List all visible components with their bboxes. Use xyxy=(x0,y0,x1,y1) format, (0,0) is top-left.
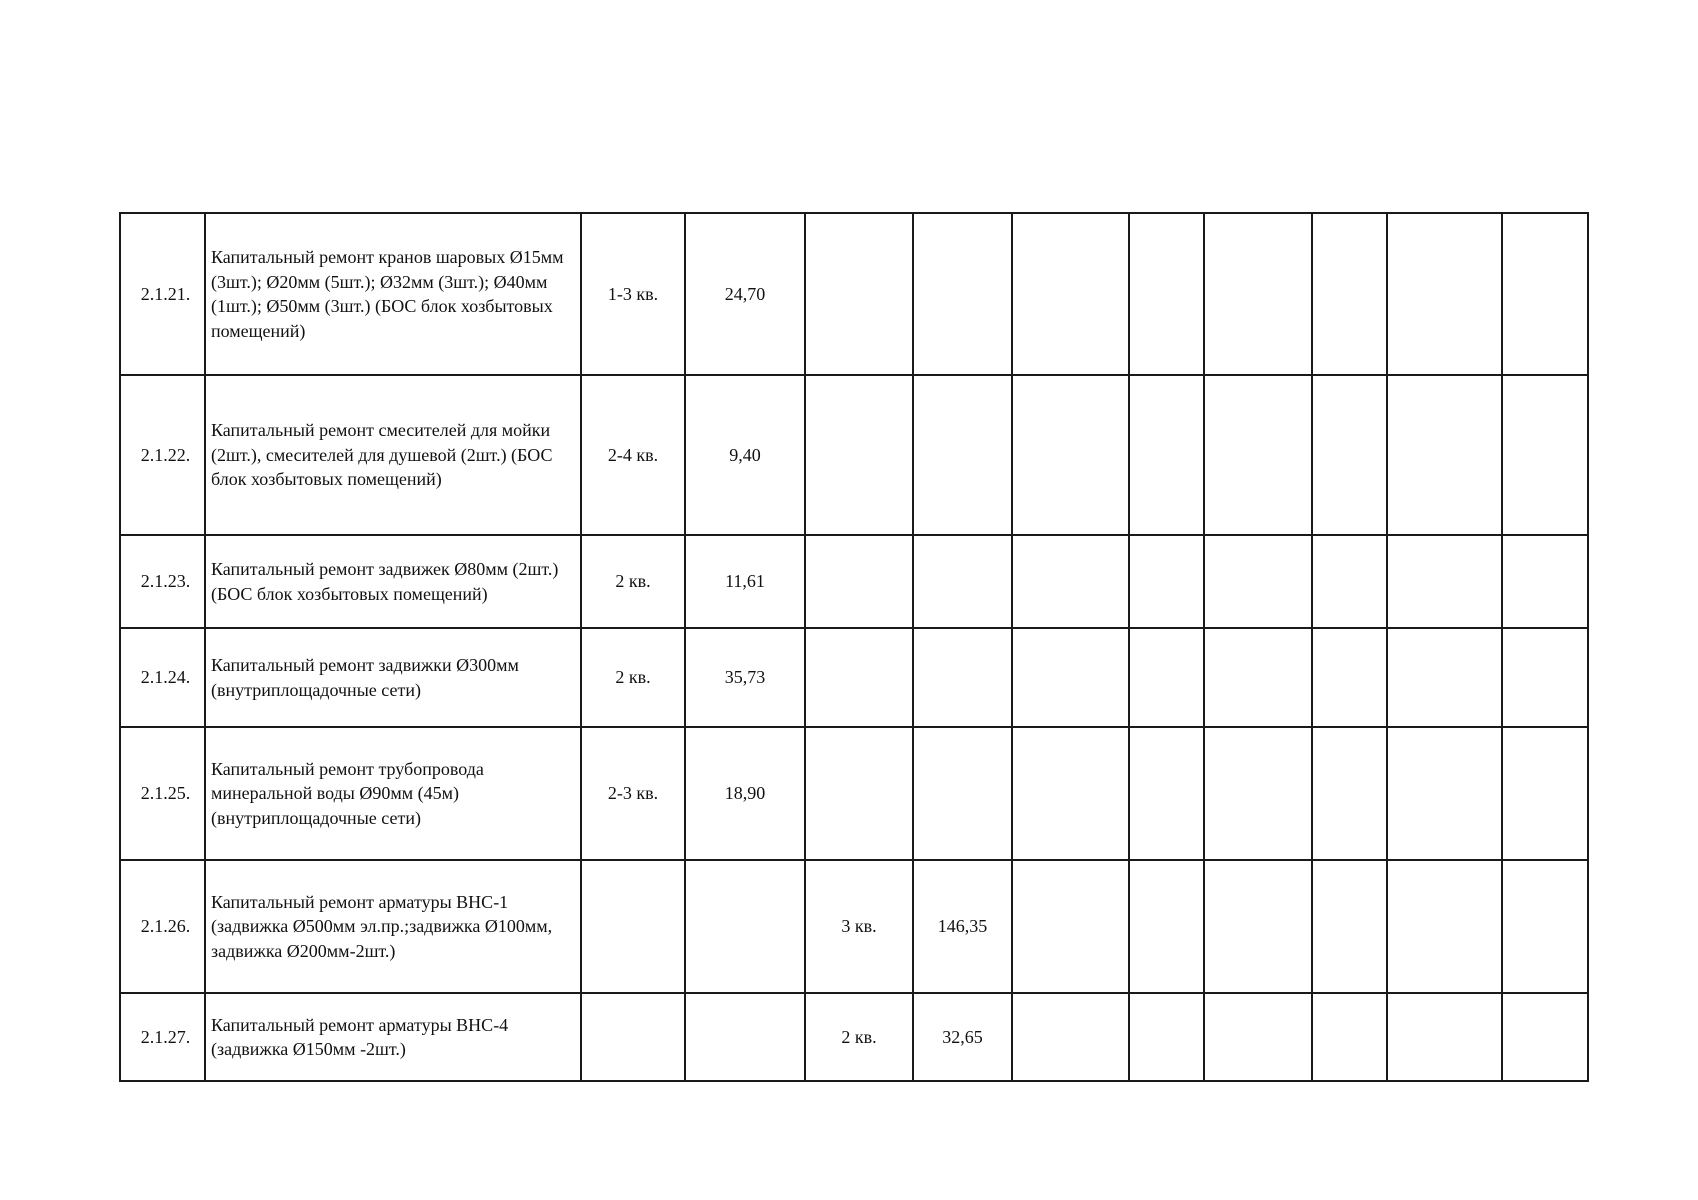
period-cell-2 xyxy=(805,535,913,628)
empty-cell xyxy=(1387,993,1502,1081)
empty-cell xyxy=(1387,535,1502,628)
amount-cell-2 xyxy=(913,628,1012,727)
empty-cell xyxy=(1204,727,1312,860)
empty-cell xyxy=(1312,535,1387,628)
period-cell-2 xyxy=(805,213,913,375)
amount-cell-2 xyxy=(913,375,1012,535)
empty-cell xyxy=(1129,535,1204,628)
period-cell: 2-4 кв. xyxy=(581,375,685,535)
empty-cell xyxy=(1502,628,1588,727)
period-cell: 2 кв. xyxy=(581,535,685,628)
empty-cell xyxy=(1312,213,1387,375)
empty-cell xyxy=(1012,375,1129,535)
period-cell-2 xyxy=(805,628,913,727)
empty-cell xyxy=(1204,213,1312,375)
work-description: Капитальный ремонт задвижки Ø300мм (внутриплощадочные сети) xyxy=(205,628,581,727)
work-description: Капитальный ремонт задвижек Ø80мм (2шт.) (БОС блок хозбытовых помещений) xyxy=(205,535,581,628)
period-cell-2: 3 кв. xyxy=(805,860,913,993)
empty-cell xyxy=(1012,860,1129,993)
row-number: 2.1.22. xyxy=(120,375,205,535)
empty-cell xyxy=(1012,727,1129,860)
empty-cell xyxy=(1012,993,1129,1081)
empty-cell xyxy=(1012,628,1129,727)
empty-cell xyxy=(1204,860,1312,993)
empty-cell xyxy=(1502,993,1588,1081)
empty-cell xyxy=(1312,993,1387,1081)
empty-cell xyxy=(1204,993,1312,1081)
period-cell xyxy=(581,860,685,993)
amount-cell: 11,61 xyxy=(685,535,805,628)
row-number: 2.1.23. xyxy=(120,535,205,628)
work-description: Капитальный ремонт кранов шаровых Ø15мм (3шт.); Ø20мм (5шт.); Ø32мм (3шт.); Ø40мм (1шт.); Ø50мм (3шт.) (БОС блок хозбытовых помещений) xyxy=(205,213,581,375)
empty-cell xyxy=(1312,727,1387,860)
empty-cell xyxy=(1312,628,1387,727)
empty-cell xyxy=(1012,213,1129,375)
empty-cell xyxy=(1502,375,1588,535)
empty-cell xyxy=(1387,727,1502,860)
table-row xyxy=(120,993,1588,1081)
table-row xyxy=(120,213,1588,375)
empty-cell xyxy=(1204,535,1312,628)
amount-cell-2: 146,35 xyxy=(913,860,1012,993)
empty-cell xyxy=(1502,535,1588,628)
empty-cell xyxy=(1129,727,1204,860)
table-row xyxy=(120,375,1588,535)
empty-cell xyxy=(1387,860,1502,993)
row-number: 2.1.21. xyxy=(120,213,205,375)
work-description: Капитальный ремонт трубопровода минеральной воды Ø90мм (45м) (внутриплощадочные сети) xyxy=(205,727,581,860)
empty-cell xyxy=(1204,375,1312,535)
empty-cell xyxy=(1204,628,1312,727)
empty-cell xyxy=(1129,993,1204,1081)
repair-schedule-table xyxy=(119,212,1589,1082)
empty-cell xyxy=(1312,375,1387,535)
empty-cell xyxy=(1387,375,1502,535)
amount-cell: 24,70 xyxy=(685,213,805,375)
empty-cell xyxy=(1502,860,1588,993)
table-row xyxy=(120,860,1588,993)
amount-cell: 18,90 xyxy=(685,727,805,860)
empty-cell xyxy=(1312,860,1387,993)
table-row xyxy=(120,535,1588,628)
work-description: Капитальный ремонт смесителей для мойки (2шт.), смесителей для душевой (2шт.) (БОС блок хозбытовых помещений) xyxy=(205,375,581,535)
row-number: 2.1.27. xyxy=(120,993,205,1081)
row-number: 2.1.26. xyxy=(120,860,205,993)
amount-cell-2: 32,65 xyxy=(913,993,1012,1081)
amount-cell: 9,40 xyxy=(685,375,805,535)
empty-cell xyxy=(1502,213,1588,375)
period-cell-2: 2 кв. xyxy=(805,993,913,1081)
amount-cell-2 xyxy=(913,213,1012,375)
period-cell: 2 кв. xyxy=(581,628,685,727)
amount-cell-2 xyxy=(913,535,1012,628)
period-cell: 1-3 кв. xyxy=(581,213,685,375)
amount-cell: 35,73 xyxy=(685,628,805,727)
empty-cell xyxy=(1012,535,1129,628)
work-description: Капитальный ремонт арматуры ВНС-1 (задвижка Ø500мм эл.пр.;задвижка Ø100мм, задвижка Ø200мм-2шт.) xyxy=(205,860,581,993)
period-cell xyxy=(581,993,685,1081)
empty-cell xyxy=(1129,375,1204,535)
empty-cell xyxy=(1129,628,1204,727)
row-number: 2.1.24. xyxy=(120,628,205,727)
empty-cell xyxy=(1129,860,1204,993)
row-number: 2.1.25. xyxy=(120,727,205,860)
empty-cell xyxy=(1387,213,1502,375)
table-row xyxy=(120,727,1588,860)
period-cell: 2-3 кв. xyxy=(581,727,685,860)
empty-cell xyxy=(1129,213,1204,375)
empty-cell xyxy=(1387,628,1502,727)
amount-cell xyxy=(685,993,805,1081)
empty-cell xyxy=(1502,727,1588,860)
amount-cell-2 xyxy=(913,727,1012,860)
work-description: Капитальный ремонт арматуры ВНС-4 (задвижка Ø150мм -2шт.) xyxy=(205,993,581,1081)
period-cell-2 xyxy=(805,727,913,860)
table-row xyxy=(120,628,1588,727)
amount-cell xyxy=(685,860,805,993)
period-cell-2 xyxy=(805,375,913,535)
